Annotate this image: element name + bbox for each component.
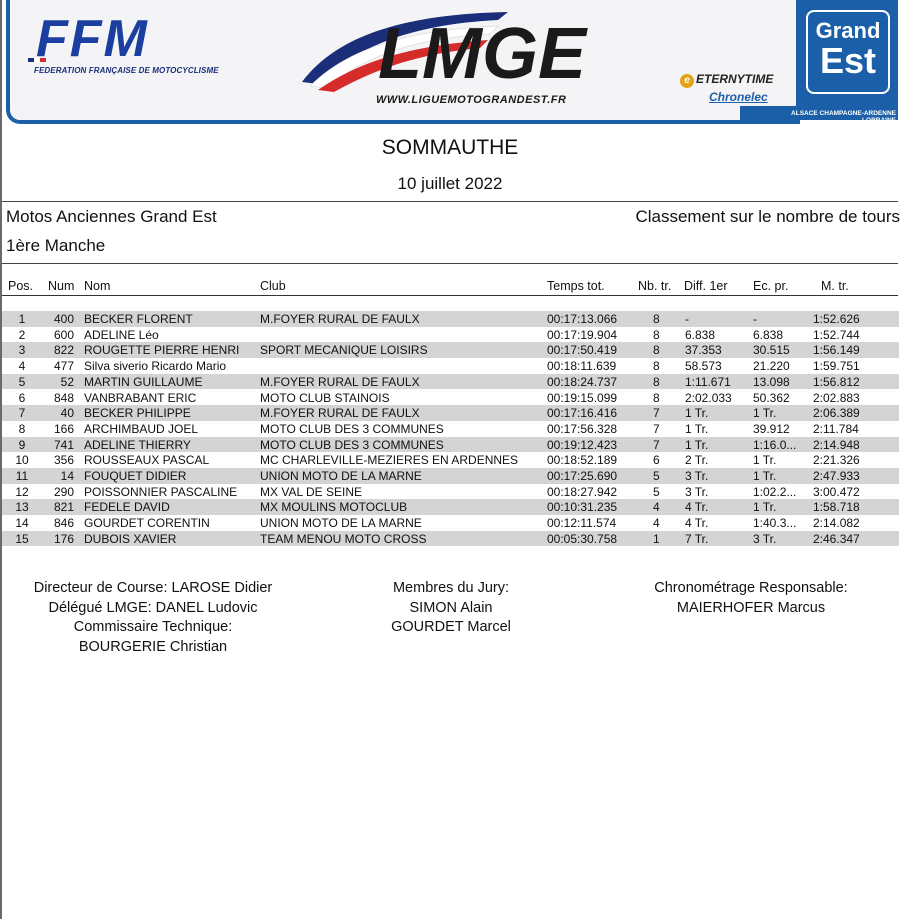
row-pos: 9 [18, 437, 26, 452]
row-diff-first: 7 Tr. [685, 531, 709, 546]
row-laps: 4 [653, 500, 660, 515]
row-laps: 8 [653, 390, 660, 405]
row-diff-first: 2 Tr. [685, 453, 709, 468]
row-num: 822 [53, 343, 74, 358]
row-num: 400 [53, 312, 74, 326]
row-best-lap: 2:11.784 [813, 421, 859, 436]
header-diff: Diff. 1er [684, 279, 728, 293]
row-name: BECKER FLORENT [84, 312, 193, 326]
header-name: Nom [84, 279, 111, 293]
row-gap-prev: 39.912 [753, 421, 790, 436]
header-num: Num [48, 279, 75, 293]
row-diff-first: 1 Tr. [685, 421, 709, 436]
row-best-lap: 2:06.389 [813, 406, 860, 421]
officials-col-3 [612, 579, 890, 618]
table-row [2, 531, 899, 547]
row-club: UNION MOTO DE LA MARNE [260, 516, 422, 531]
officials-col-2 [356, 579, 546, 638]
row-num: 477 [53, 359, 74, 374]
row-num: 741 [53, 437, 74, 452]
row-gap-prev: 6.838 [753, 327, 784, 342]
row-name: POISSONNIER PASCALINE [84, 484, 238, 499]
row-total-time: 00:18:52.189 [547, 453, 618, 468]
race-director: Directeur de Course: LAROSE Didier [33, 580, 273, 596]
row-name: Silva siverio Ricardo Mario [84, 359, 227, 374]
row-num: 821 [53, 500, 74, 515]
row-club: M.FOYER RURAL DE FAULX [260, 406, 420, 421]
row-diff-first: 4 Tr. [685, 516, 709, 531]
row-best-lap: 1:59.751 [813, 359, 860, 374]
table-header-underline [2, 295, 898, 296]
row-pos: 12 [15, 484, 29, 499]
table-row [2, 515, 899, 531]
row-name: ROUSSEAUX PASCAL [84, 453, 210, 468]
row-diff-first: 3 Tr. [685, 484, 709, 499]
row-pos: 14 [15, 516, 29, 531]
row-num: 600 [53, 327, 74, 342]
row-laps: 7 [653, 437, 660, 452]
row-total-time: 00:18:11.639 [547, 359, 617, 374]
technical-commissioner-label: Commissaire Technique: [73, 619, 233, 635]
row-pos: 3 [18, 343, 26, 358]
row-name: FOUQUET DIDIER [84, 469, 187, 483]
row-diff-first: 1 Tr. [685, 406, 709, 421]
row-total-time: 00:12:11.574 [547, 516, 617, 531]
header-best: M. tr. [821, 279, 849, 293]
row-name: VANBRABANT ERIC [84, 390, 197, 405]
row-diff-first: 4 Tr. [685, 500, 709, 515]
row-name: DUBOIS XAVIER [84, 531, 177, 546]
grand-est-logo-top: Grand [815, 18, 881, 43]
row-total-time: 00:17:56.328 [547, 421, 618, 436]
lmge-logo [298, 4, 608, 104]
row-num: 356 [53, 453, 74, 468]
table-row [2, 374, 899, 390]
ffm-logo [28, 14, 228, 64]
row-diff-first: 3 Tr. [685, 469, 709, 483]
race-name: 1ère Manche [6, 236, 106, 255]
row-best-lap: 1:52.744 [813, 327, 860, 342]
eternytime-e-icon: e [680, 74, 694, 88]
row-laps: 4 [653, 516, 660, 531]
row-pos: 5 [18, 374, 26, 389]
row-club: MX VAL DE SEINE [260, 484, 363, 499]
table-row [2, 327, 899, 343]
row-num: 166 [53, 421, 74, 436]
table-row [2, 358, 899, 374]
row-club: MOTO CLUB DES 3 COMMUNES [260, 421, 444, 436]
timing-label: Chronométrage Responsable: [654, 580, 848, 596]
row-name: ARCHIMBAUD JOEL [84, 421, 199, 436]
row-best-lap: 2:14.948 [813, 437, 860, 452]
row-total-time: 00:05:30.758 [547, 531, 618, 546]
row-gap-prev: 30.515 [753, 343, 790, 358]
row-total-time: 00:10:31.235 [547, 500, 618, 515]
timing-manager: MAIERHOFER Marcus [676, 599, 826, 616]
header-pos: Pos. [8, 279, 34, 293]
row-name: ADELINE THIERRY [84, 437, 191, 452]
row-pos: 2 [18, 327, 26, 342]
row-name: GOURDET CORENTIN [84, 516, 210, 531]
table-row [2, 405, 899, 421]
row-name: ROUGETTE PIERRE HENRI [84, 343, 240, 358]
officials-col-1 [0, 579, 306, 657]
row-gap-prev: 1 Tr. [753, 453, 777, 468]
row-name: FEDELE DAVID [84, 500, 170, 515]
row-laps: 7 [653, 406, 660, 421]
row-diff-first: 2:02.033 [685, 390, 732, 405]
technical-commissioner-name: BOURGERIE Christian [78, 638, 228, 655]
row-best-lap: 2:02.883 [813, 390, 860, 405]
row-diff-first: 37.353 [685, 343, 722, 358]
row-gap-prev: 1:02.2... [753, 484, 797, 499]
table-row [2, 437, 899, 453]
row-best-lap: 1:58.718 [813, 500, 860, 515]
row-club: M.FOYER RURAL DE FAULX [260, 312, 420, 326]
divider-top [2, 201, 898, 202]
row-club: SPORT MECANIQUE LOISIRS [260, 343, 428, 358]
row-num: 14 [60, 469, 74, 483]
row-total-time: 00:18:24.737 [547, 374, 618, 389]
row-total-time: 00:17:19.904 [547, 327, 618, 342]
header-banner [0, 0, 900, 122]
row-pos: 1 [18, 312, 26, 326]
row-club: UNION MOTO DE LA MARNE [260, 469, 422, 483]
row-best-lap: 2:47.933 [813, 469, 860, 483]
row-gap-prev: 21.220 [753, 359, 790, 374]
lmge-logo-text: LMGE [378, 14, 586, 94]
row-pos: 15 [15, 531, 29, 546]
row-laps: 5 [653, 469, 660, 483]
row-total-time: 00:18:27.942 [547, 484, 618, 499]
row-pos: 10 [15, 453, 29, 468]
row-diff-first: - [685, 312, 689, 326]
row-laps: 7 [653, 421, 660, 436]
table-row [2, 390, 899, 406]
row-gap-prev: 1 Tr. [753, 500, 777, 515]
region-subtitle: ALSACE CHAMPAGNE-ARDENNE LORRAINE [791, 110, 896, 124]
row-pos: 4 [18, 359, 26, 374]
row-club: TEAM MENOU MOTO CROSS [260, 531, 427, 546]
row-gap-prev: 50.362 [753, 390, 790, 405]
row-laps: 8 [653, 327, 660, 342]
row-total-time: 00:17:16.416 [547, 406, 618, 421]
lmge-delegate: Délégué LMGE: DANEL Ludovic [48, 599, 258, 616]
row-laps: 5 [653, 484, 660, 499]
row-diff-first: 1 Tr. [685, 437, 709, 452]
row-diff-first: 58.573 [685, 359, 722, 374]
header-laps: Nb. tr. [638, 279, 672, 293]
row-club: MOTO CLUB DES 3 COMMUNES [260, 437, 444, 452]
table-row [2, 468, 899, 484]
row-best-lap: 2:14.082 [813, 516, 860, 531]
jury-label: Membres du Jury: [392, 580, 510, 596]
event-category: Motos Anciennes Grand Est [6, 207, 217, 226]
header-time: Temps tot. [547, 279, 605, 293]
row-gap-prev: 1:40.3... [753, 516, 797, 531]
row-num: 52 [60, 374, 74, 389]
row-club: M.FOYER RURAL DE FAULX [260, 374, 420, 389]
table-row [2, 484, 899, 500]
row-num: 846 [53, 516, 74, 531]
row-pos: 8 [18, 421, 26, 436]
row-pos: 13 [15, 500, 29, 515]
table-row [2, 499, 899, 515]
lmge-url: WWW.LIGUEMOTOGRANDEST.FR [376, 94, 567, 106]
row-total-time: 00:17:13.066 [547, 312, 618, 326]
row-club: MX MOULINS MOTOCLUB [260, 500, 408, 515]
row-laps: 8 [653, 312, 660, 326]
jury-member-2: GOURDET Marcel [391, 619, 511, 635]
row-num: 40 [60, 406, 74, 421]
eternytime-text: ETERNYTIME [696, 72, 774, 86]
row-best-lap: 1:52.626 [813, 312, 860, 326]
row-pos: 6 [18, 390, 26, 405]
row-pos: 11 [15, 469, 29, 483]
row-club: MC CHARLEVILLE-MEZIERES EN ARDENNES [260, 453, 519, 468]
row-laps: 8 [653, 343, 660, 358]
row-gap-prev: - [753, 312, 757, 326]
row-name: ADELINE Léo [84, 327, 159, 342]
row-best-lap: 1:56.812 [813, 374, 860, 389]
row-num: 176 [53, 531, 74, 546]
row-gap-prev: 13.098 [753, 374, 790, 389]
header-club: Club [260, 279, 286, 293]
row-diff-first: 1:11.671 [685, 374, 731, 389]
row-num: 290 [53, 484, 74, 499]
table-row [2, 342, 899, 358]
event-location: SOMMAUTHE [381, 136, 519, 159]
jury-member-1: SIMON Alain [409, 599, 493, 616]
event-date: 10 juillet 2022 [397, 174, 503, 193]
row-laps: 8 [653, 374, 660, 389]
table-row [2, 421, 899, 437]
row-laps: 6 [653, 453, 660, 468]
table-row [2, 452, 899, 468]
row-best-lap: 3:00.472 [813, 484, 860, 499]
row-best-lap: 1:56.149 [813, 343, 860, 358]
row-name: BECKER PHILIPPE [84, 406, 191, 421]
row-laps: 8 [653, 359, 660, 374]
row-total-time: 00:17:25.690 [547, 469, 618, 483]
row-total-time: 00:17:50.419 [547, 343, 618, 358]
row-total-time: 00:19:15.099 [547, 390, 618, 405]
row-gap-prev: 3 Tr. [753, 531, 777, 546]
row-best-lap: 2:21.326 [813, 453, 860, 468]
grand-est-logo-bottom: Est [819, 40, 877, 81]
eternytime-logo [680, 72, 773, 88]
classification-type: Classement sur le nombre de tours [635, 207, 900, 226]
row-diff-first: 6.838 [685, 327, 716, 342]
row-pos: 7 [18, 406, 26, 421]
ffm-logo-text: FFM [36, 14, 149, 64]
row-total-time: 00:19:12.423 [547, 437, 618, 452]
row-gap-prev: 1 Tr. [753, 406, 777, 421]
row-laps: 1 [653, 531, 660, 546]
header-gap: Ec. pr. [753, 279, 789, 293]
chronelec-logo: Chronelec [709, 90, 768, 104]
row-gap-prev: 1 Tr. [753, 469, 777, 483]
table-row [2, 311, 899, 327]
row-club: MOTO CLUB STAINOIS [260, 390, 390, 405]
row-name: MARTIN GUILLAUME [84, 374, 203, 389]
ffm-subtitle: FEDERATION FRANÇAISE DE MOTOCYCLISME [34, 66, 219, 75]
row-num: 848 [53, 390, 74, 405]
divider-mid [2, 263, 898, 264]
row-best-lap: 2:46.347 [813, 531, 860, 546]
row-gap-prev: 1:16.0... [753, 437, 797, 452]
